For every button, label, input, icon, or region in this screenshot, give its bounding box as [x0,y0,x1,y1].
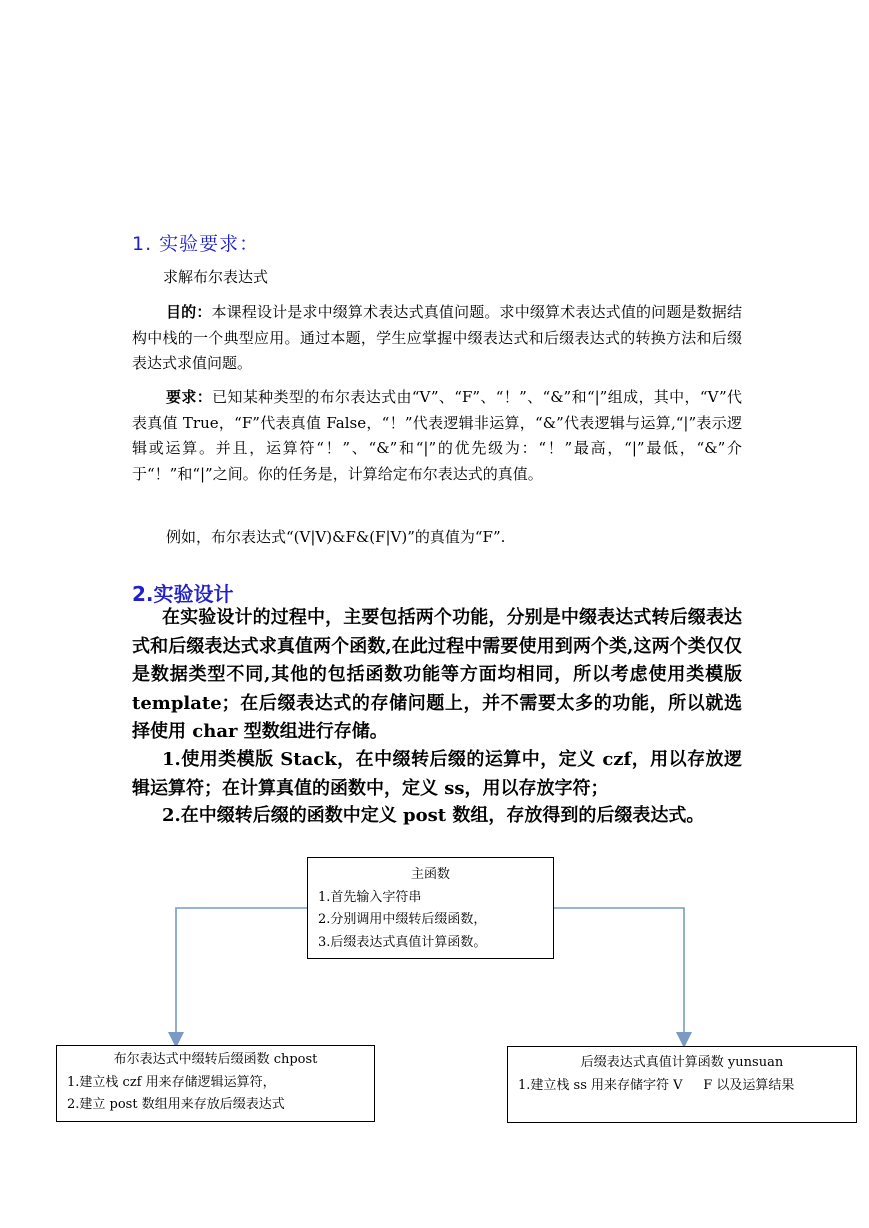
design-paragraph: 在实验设计的过程中，主要包括两个功能，分别是中缀表达式转后缀表达式和后缀表达式求真值两个函数,在此过程中需要使用到两个类,这两个类仅仅是数据类型不同,其他的包括函数功能等方面均相同，所以考虑使用类模版 template；在后缀表达式的存储问题上，并不需要太多的功能，所以就选择使用 char 型数组进行存储。 [132,607,742,742]
main-function-line-1: 1.首先输入字符串 [318,889,422,905]
connector-main-to-left [176,908,307,1040]
purpose-text: 本课程设计是求中缀算术表达式真值问题。求中缀算术表达式值的问题是数据结构中栈的一个典型应用。通过本题，学生应掌握中缀表达式和后缀表达式的转换方法和后缀表达式求值问题。 [132,303,742,372]
chpost-function-line-2: 2.建立 post 数组用来存放后缀表达式 [67,1097,285,1112]
design-point-1: 1.使用类模版 Stack，在中缀转后缀的运算中，定义 czf，用以存放逻辑运算符；在计算真值的函数中，定义 ss，用以存放字符； [132,749,742,799]
connector-main-to-right [554,908,684,1040]
main-function-box [307,857,554,959]
example-paragraph: 例如，布尔表达式“(V|V)&F&(F|V)”的真值为“F”. [166,528,506,546]
yunsuan-function-box [507,1046,857,1123]
design-point-2: 2.在中缀转后缀的函数中定义 post 数组，存放得到的后缀表达式。 [162,805,705,826]
chpost-function-line-1: 1.建立栈 czf 用来存储逻辑运算符， [67,1074,276,1090]
chpost-function-box [56,1045,375,1122]
main-function-line-2: 2.分别调用中缀转后缀函数， [318,912,487,927]
section1-subtitle: 求解布尔表达式 [163,268,269,286]
section1-heading: 1. 实验要求： [132,233,260,255]
requirement-label: 要求： [166,388,213,406]
chpost-function-title: 布尔表达式中缀转后缀函数 chpost [113,1052,318,1067]
yunsuan-function-line-1: 1.建立栈 ss 用来存储字符 V F 以及运算结果 [518,1077,795,1093]
section2-heading: 2.实验设计 [132,582,234,606]
requirement-text: 已知某种类型的布尔表达式由“V”、“F”、“！”、“&”和“|”组成，其中，“V”代表真值 True，“F”代表真值 False，“！”代表逻辑非运算，“&”代表逻辑与运算,“|”表示逻辑或运算。并且，运算符“！”、“&”和“|”的优先级为：“！”最高，“|”最低，“&”介于“！”和“|”之间。你的任务是，计算给定布尔表达式的真值。 [132,388,742,483]
yunsuan-function-title: 后缀表达式真值计算函数 yunsuan [580,1055,784,1070]
purpose-label: 目的： [166,303,212,321]
main-function-line-3: 3.后缀表达式真值计算函数。 [318,934,487,950]
main-function-title: 主函数 [410,867,450,882]
